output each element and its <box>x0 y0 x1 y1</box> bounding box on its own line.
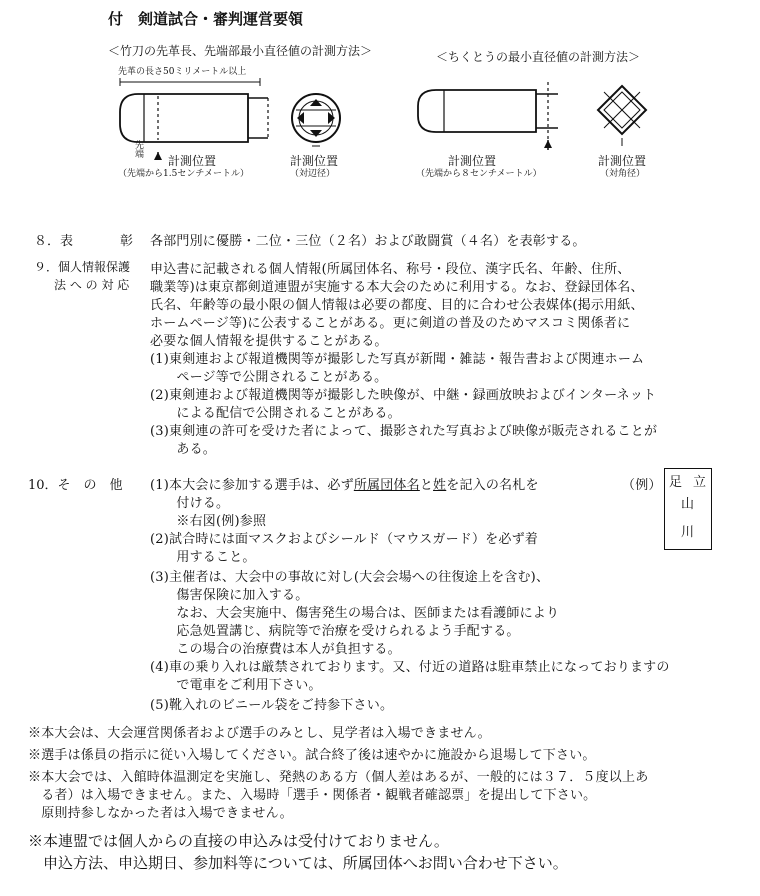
item10-line1-mid: と <box>419 478 434 493</box>
item10-line1-post: を記入の名札を <box>446 478 539 493</box>
footer-line: 申込方法、申込期日、参加料等については、所属団体へお問い合わせ下さい。 <box>28 854 568 872</box>
item9-line: 申込書に記載される個人情報(所属団体名、称号・段位、漢字氏名、年齢、住所、 <box>150 262 631 277</box>
note: る者）は入場できません。また、入場時「選手・関係者・観戦者確認票」を提出して下さい。 <box>28 788 597 803</box>
item9-line: 職業等)は東京都剣道連盟が実施する本大会のために利用する。なお、登録団体名、 <box>150 280 644 295</box>
item9-label-b: 法 へ の 対 応 <box>54 278 130 292</box>
item9-label-a: ９．個人情報保護 <box>34 260 131 274</box>
measure-label-right: 計測位置 <box>448 154 497 168</box>
note: ※選手は係員の指示に従い入場してください。試合終了後は速やかに施設から退場して下さい。 <box>28 748 596 763</box>
tip-label: 先端 <box>133 140 143 158</box>
item10-line: (4)車の乗り入れは厳禁されております。又、付近の道路は駐車禁止になっておりますの <box>150 660 670 675</box>
note: ※本大会は、大会運営関係者および選手のみとし、見学者は入場できません。 <box>28 726 491 741</box>
diagram-right-caption: ＜ちくとうの最小直径値の計測方法＞ <box>436 50 641 64</box>
footer-line: ※本連盟では個人からの直接の申込みは受付けておりません。 <box>28 832 449 850</box>
cross-label-left: 計測位置 <box>290 154 339 168</box>
nametag-example <box>664 468 712 550</box>
length-note: 先革の長さ50ミリメートル以上 <box>118 67 247 77</box>
cross-sub-right: （対角径） <box>600 169 646 179</box>
item9-line: (1)東剣連および報道機関等が撮影した写真が新聞・雑誌・報告書および関連ホーム <box>150 352 645 367</box>
item10-line: (2)試合時には面マスクおよびシールド（マウスガード）を必ず着 <box>150 532 538 547</box>
nametag-char: 山 <box>681 497 695 512</box>
item10-line: で電車をご利用下さい。 <box>150 678 322 693</box>
item10-line: 傷害保険に加入する。 <box>150 588 309 603</box>
nametag-char: 足 <box>669 475 683 490</box>
item10-line1-underline-2: 姓 <box>433 478 447 493</box>
item10-line1-pre: (1)本大会に参加する選手は、必ず <box>150 478 354 493</box>
item10-line: (3)主催者は、大会中の事故に対し(大会会場への往復途上を含む)、 <box>150 570 550 585</box>
page-title: 付 剣道試合・審判運営要領 <box>108 10 304 28</box>
note: 原則持参しなかった者は入場できません。 <box>28 806 293 821</box>
measure-sub-left: （先端から1.5センチメートル） <box>118 169 249 179</box>
item9-line: による配信で公開されることがある。 <box>150 406 401 421</box>
item10-line: (5)靴入れのビニール袋をご持参下さい。 <box>150 698 394 713</box>
nametag-char: 立 <box>693 475 707 490</box>
item9-line: ページ等で公開されることがある。 <box>150 370 388 385</box>
item8-text: 各部門別に優勝・二位・三位（２名）および敢闘賞（４名）を表彰する。 <box>150 234 586 249</box>
chikuto-drawing <box>410 80 670 160</box>
item9-line: 氏名、年齢等の最小限の個人情報は必要の都度、目的に合わせ公表媒体(掲示用紙、 <box>150 298 644 313</box>
cross-label-right: 計測位置 <box>598 154 647 168</box>
item10-label: 10．そ の 他 <box>28 478 123 493</box>
measure-sub-right: （先端から８センチメートル） <box>416 169 542 179</box>
item10-line-1 <box>150 474 539 493</box>
item10-line: この場合の治療費は本人が負担する。 <box>150 642 401 657</box>
item10-line: 応急処置講じ、病院等で治療を受けられるよう手配する。 <box>150 624 520 639</box>
nametag-char: 川 <box>681 525 695 540</box>
item9-line: (3)東剣連の許可を受けた者によって、撮影された写真および映像が販売されることが <box>150 424 658 439</box>
item9-line: 必要な個人情報を提供することがある。 <box>150 334 388 349</box>
item9-line: ホームページ等)に公表することがある。更に剣道の普及のためマスコミ関係者に <box>150 316 631 331</box>
item10-line: 付ける。 <box>150 496 230 511</box>
example-label: （例） <box>622 478 662 493</box>
item10-line1-underline-1: 所属団体名 <box>353 478 420 493</box>
cross-sub-left: （対辺径） <box>290 169 336 179</box>
item9-line: (2)東剣連および報道機関等が撮影した映像が、中継・録画放映およびインターネット <box>150 388 657 403</box>
item8-label-a: ８．表 <box>34 234 74 249</box>
measure-label-left: 計測位置 <box>168 154 217 168</box>
item10-line: ※右図(例)参照 <box>150 514 267 529</box>
item8-label-b: 彰 <box>120 234 134 249</box>
item10-line: 用すること。 <box>150 550 256 565</box>
note: ※本大会では、入館時体温測定を実施し、発熱のある方（個人差はあるが、一般的には３７．５度以上あ <box>28 770 649 785</box>
item10-line: なお、大会実施中、傷害発生の場合は、医師または看護師により <box>150 606 560 621</box>
item9-line: ある。 <box>150 442 217 457</box>
diagram-left-caption: ＜竹刀の先革長、先端部最小直径値の計測方法＞ <box>108 44 373 58</box>
